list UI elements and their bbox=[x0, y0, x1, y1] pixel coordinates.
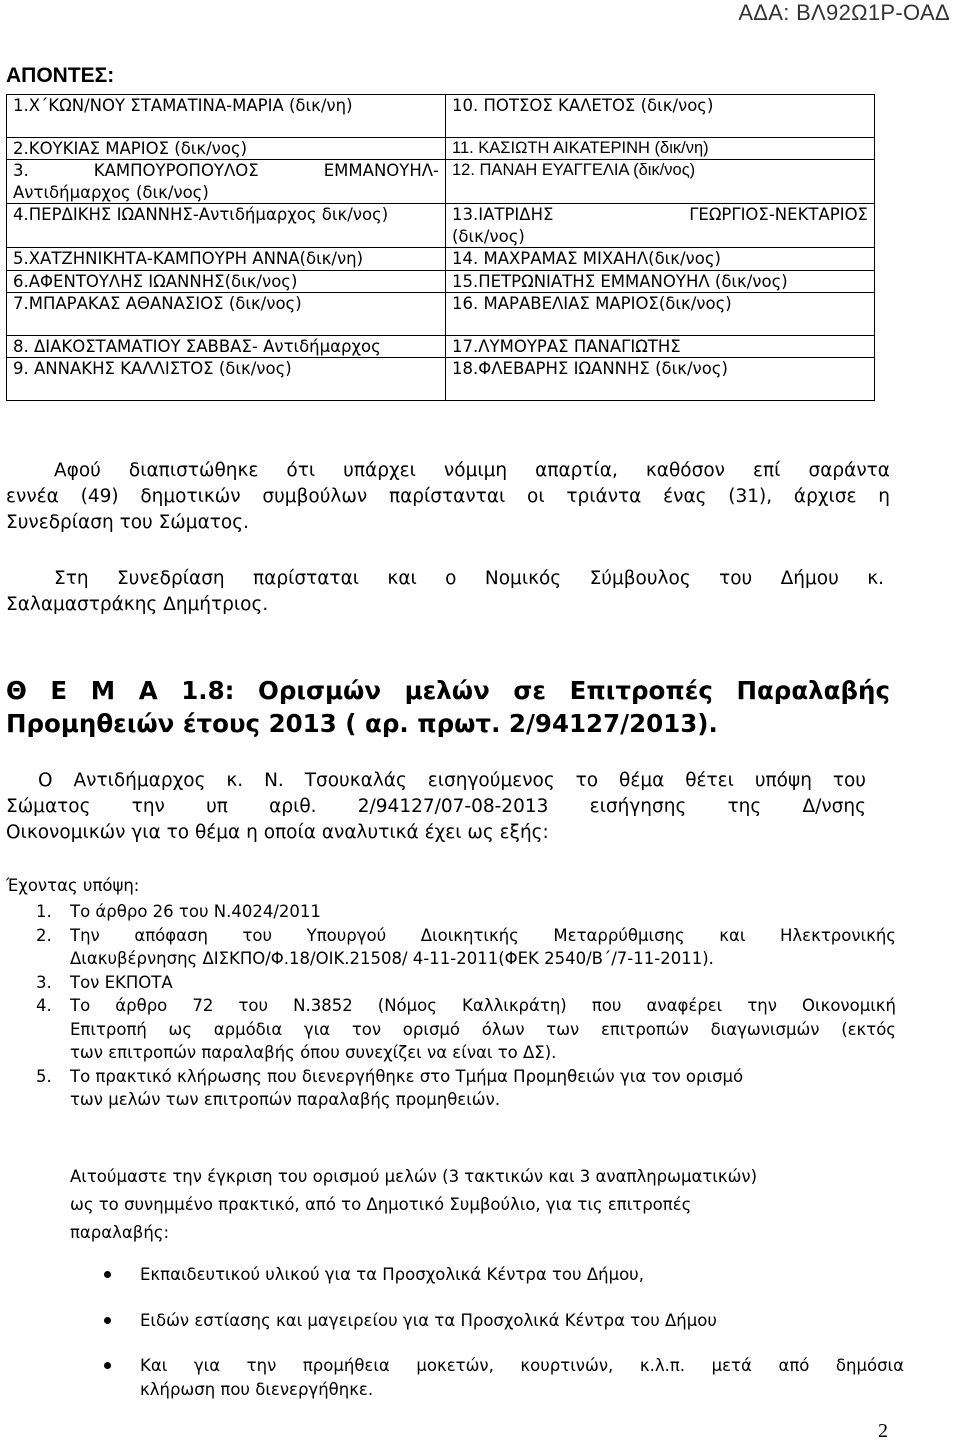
absent-member: 15.ΠΕΤΡΩΝΙΑΤΗΣ ΕΜΜΑΝΟΥΗΛ (δικ/νος) bbox=[452, 271, 788, 291]
intro-paragraph bbox=[6, 768, 866, 846]
absent-member: 1.Χ΄ΚΩΝ/ΝΟΥ ΣΤΑΜΑΤΙΝΑ-ΜΑΡΙΑ (δικ/νη) bbox=[13, 96, 353, 115]
absent-member: 2.ΚΟΥΚΙΑΣ ΜΑΡΙΟΣ (δικ/νος) bbox=[13, 138, 248, 158]
absent-member-role: Αντιδήμαρχος (δικ/νος) bbox=[13, 182, 209, 202]
list-item-text: Ειδών εστίασης και μαγειρείου για τα Προσχολικά Κέντρα του Δήμου bbox=[140, 1310, 717, 1330]
quorum-line: Συνεδρίαση του Σώματος. bbox=[6, 512, 249, 533]
table-row bbox=[7, 204, 875, 248]
absent-member: 7.ΜΠΑΡΑΚΑΣ ΑΘΑΝΑΣΙΟΣ (δικ/νος) bbox=[13, 294, 302, 313]
bullet-icon bbox=[104, 1271, 111, 1278]
table-cell bbox=[7, 204, 446, 248]
absent-member: 13.ΙΑΤΡΙΔΗΣ ΓΕΩΡΓΙΟΣ-ΝΕΚΤΑΡΙΟΣ bbox=[452, 205, 868, 224]
quorum-paragraph bbox=[6, 458, 890, 536]
list-item-text: Το πρακτικό κλήρωσης που διενεργήθηκε στο Τμήμα Προμηθειών για τον ορισμό bbox=[70, 1066, 744, 1086]
legal-line: Στη Συνεδρίαση παρίσταται και ο Νομικός Σύμβουλος του Δήμου κ. bbox=[54, 568, 884, 589]
table-cell bbox=[446, 137, 875, 160]
request-line: Αιτούμαστε την έγκριση του ορισμού μελών (3 τακτικών και 3 αναπληρωματικών) bbox=[70, 1167, 758, 1186]
table-cell bbox=[7, 293, 446, 336]
absent-member-role: (δικ/νος) bbox=[452, 226, 525, 246]
list-item-text: Τον ΕΚΠΟΤΑ bbox=[70, 972, 173, 992]
list-item-text: Επιτροπή ως αρμόδια για τον ορισμό όλων των επιτροπών διαγωνισμών (εκτός bbox=[70, 1019, 896, 1039]
table-cell bbox=[7, 270, 446, 293]
table-row bbox=[7, 95, 875, 138]
absent-member: 16. ΜΑΡΑΒΕΛΙΑΣ ΜΑΡΙΟΣ(δικ/νος) bbox=[452, 294, 732, 313]
table-cell bbox=[446, 293, 875, 336]
absent-member: 17.ΛΥΜΟΥΡΑΣ ΠΑΝΑΓΙΩΤΗΣ bbox=[452, 336, 681, 356]
table-row bbox=[7, 293, 875, 336]
bullet-icon bbox=[104, 1317, 111, 1324]
table-row bbox=[7, 358, 875, 401]
absent-member: 14. ΜΑΧΡΑΜΑΣ ΜΙΧΑΗΛ(δικ/νος) bbox=[452, 249, 721, 268]
list-number: 3. bbox=[36, 972, 52, 992]
legal-line: Σαλαμαστράκης Δημήτριος. bbox=[6, 594, 269, 615]
list-number: 2. bbox=[36, 925, 52, 945]
legal-advisor-paragraph bbox=[6, 566, 884, 618]
table-cell bbox=[7, 358, 446, 401]
list-item-text: Το άρθρο 72 του Ν.3852 (Νόμος Καλλικράτη) που αναφέρει την Οικονομική bbox=[70, 996, 896, 1015]
table-row bbox=[7, 335, 875, 358]
absent-member: 6.ΑΦΕΝΤΟΥΛΗΣ ΙΩΑΝΝΗΣ(δικ/νος) bbox=[13, 271, 298, 291]
absent-member: 9. ΑΝΝΑΚΗΣ ΚΑΛΛΙΣΤΟΣ (δικ/νος) bbox=[13, 359, 292, 378]
list-item bbox=[36, 994, 896, 1065]
table-cell bbox=[446, 95, 875, 138]
quorum-line: εννέα (49) δημοτικών συμβούλων παρίστανται οι τριάντα ένας (31), άρχισε η bbox=[6, 486, 890, 507]
table-cell bbox=[446, 160, 875, 204]
absent-member: 10. ΠΟΤΣΟΣ ΚΑΛΕΤΟΣ (δικ/νος) bbox=[452, 96, 714, 115]
list-item bbox=[104, 1309, 904, 1333]
list-item-text: Την απόφαση του Υπουργού Διοικητικής Μεταρρύθμισης και Ηλεκτρονικής bbox=[70, 925, 896, 945]
absent-member: 12. ΠΑΝΑΗ ΕΥΑΓΓΕΛΙΑ (δικ/νος) bbox=[452, 161, 696, 179]
table-cell bbox=[446, 358, 875, 401]
considering-list bbox=[36, 900, 896, 1112]
list-number: 5. bbox=[36, 1066, 52, 1086]
table-cell bbox=[446, 270, 875, 293]
intro-line: Σώματος την υπ αριθ. 2/94127/07-08-2013 εισήγησης της Δ/νσης bbox=[6, 796, 866, 817]
intro-line: Ο Αντιδήμαρχος κ. Ν. Τσουκαλάς εισηγούμενος το θέμα θέτει υπόψη του bbox=[38, 770, 866, 791]
intro-line: Οικονομικών για το θέμα η οποία αναλυτικά έχει ως εξής: bbox=[6, 822, 549, 843]
absent-member: 18.ΦΛΕΒΑΡΗΣ ΙΩΑΝΝΗΣ (δικ/νος) bbox=[452, 359, 728, 378]
list-item bbox=[36, 971, 896, 995]
table-cell bbox=[446, 335, 875, 358]
ada-code: ΑΔΑ: ΒΛ92Ω1Ρ-ΟΑΔ bbox=[738, 0, 950, 25]
request-line: ως το συνημμένο πρακτικό, από το Δημοτικό Συμβούλιο, για τις επιτροπές bbox=[70, 1195, 692, 1214]
list-item bbox=[104, 1354, 904, 1401]
list-item-text: Το άρθρο 26 του Ν.4024/2011 bbox=[70, 902, 321, 921]
request-paragraph bbox=[70, 1163, 890, 1247]
absent-member: 4.ΠΕΡΔΙΚΗΣ ΙΩΑΝΝΗΣ-Αντιδήμαρχος δικ/νος) bbox=[13, 205, 389, 224]
topic-line: Προμηθειών έτους 2013 ( αρ. πρωτ. 2/94127/2013). bbox=[6, 709, 718, 738]
table-cell bbox=[446, 248, 875, 271]
table-cell bbox=[446, 204, 875, 248]
table-row bbox=[7, 270, 875, 293]
table-cell bbox=[7, 160, 446, 204]
list-item bbox=[36, 900, 896, 924]
list-item-text: Και για την προμήθεια μοκετών, κουρτινών, κ.λ.π. μετά από δημόσια bbox=[140, 1356, 904, 1375]
list-item-text: κλήρωση που διενεργήθηκε. bbox=[140, 1379, 374, 1399]
absent-member: 5.ΧΑΤΖΗΝΙΚΗΤΑ-ΚΑΜΠΟΥΡΗ ΑΝΝΑ(δικ/νη) bbox=[13, 249, 364, 268]
absent-member: 8. ΔΙΑΚΟΣΤΑΜΑΤΙΟΥ ΣΑΒΒΑΣ- Αντιδήμαρχος bbox=[13, 336, 381, 356]
request-line: παραλαβής: bbox=[70, 1223, 170, 1242]
list-item bbox=[36, 924, 896, 971]
list-number: 1. bbox=[36, 902, 52, 921]
topic-line: Θ Ε Μ Α 1.8: Ορισμών μελών σε Επιτροπές Παραλαβής bbox=[6, 676, 890, 705]
absent-member: 11. ΚΑΣΙΩΤΗ ΑΙΚΑΤΕΡΙΝΗ (δικ/νη) bbox=[452, 138, 709, 157]
list-number: 4. bbox=[36, 996, 52, 1015]
absent-member: 3. ΚΑΜΠΟΥΡΟΠΟΥΛΟΣ ΕΜΜΑΝΟΥΗΛ- bbox=[13, 161, 439, 180]
committees-list bbox=[104, 1263, 904, 1423]
list-item bbox=[36, 1065, 896, 1112]
table-row bbox=[7, 248, 875, 271]
table-cell bbox=[7, 137, 446, 160]
table-cell bbox=[7, 335, 446, 358]
absent-table bbox=[6, 94, 875, 401]
table-cell bbox=[7, 95, 446, 138]
list-item-text: Εκπαιδευτικού υλικού για τα Προσχολικά Κέντρα του Δήμου, bbox=[140, 1265, 644, 1284]
page-number: 2 bbox=[878, 1420, 888, 1442]
absent-heading: ΑΠΟΝΤΕΣ: bbox=[6, 64, 115, 87]
table-cell bbox=[7, 248, 446, 271]
list-item-text: των επιτροπών παραλαβής όπου συνεχίζει να είναι το ΔΣ). bbox=[70, 1043, 557, 1062]
table-row bbox=[7, 160, 875, 204]
agenda-topic-title bbox=[6, 674, 890, 740]
quorum-line: Αφού διαπιστώθηκε ότι υπάρχει νόμιμη απαρτία, καθόσον επί σαράντα bbox=[54, 460, 890, 481]
list-item bbox=[104, 1263, 904, 1287]
table-row bbox=[7, 137, 875, 160]
list-item-text: Διακυβέρνησης ΔΙΣΚΠΟ/Φ.18/ΟΙΚ.21508/ 4-11-2011(ΦΕΚ 2540/Β΄/7-11-2011). bbox=[70, 949, 714, 968]
bullet-icon bbox=[104, 1362, 111, 1369]
list-item-text: των μελών των επιτροπών παραλαβής προμηθειών. bbox=[70, 1090, 501, 1109]
considering-label: Έχοντας υπόψη: bbox=[6, 876, 140, 895]
